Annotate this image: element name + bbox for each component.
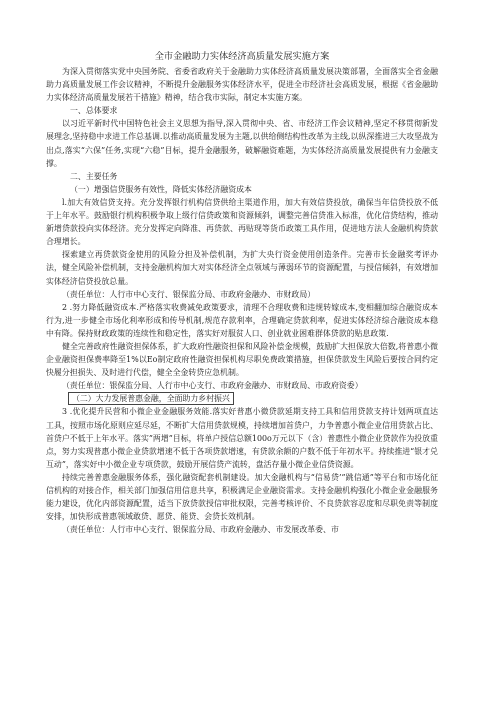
section-heading-tasks: 二、主要任务	[70, 171, 118, 181]
paragraph-guiding-principle: 以习近平新时代中国特色社会主义思想为指导,深入贯彻中央、省、市经济工作会议精神,坚定不移贯彻新发展理念,坚持稳中求进工作总基调.以推动高质量发展为主题,以供给侧结构性改革为主线,以纵深推进三大攻坚战为出点,落实“六保”任务,实现“六稳”目标，提升金融服务，破解融资难题，为实体经济高质量发展提供有力金融支撑。	[46, 119, 438, 168]
paragraph-item-3-cont: 持续完善普惠金融服务体系，强化融资配套机制建设。加大金融机构与“信易贷’”跳信通”等平台和市场化征信机构的对接合作，相关部门加强信用信息共享，积极满足企业融资需求。支持金融机构强化小微企业金融服务能力建设，优化内部资源配置，适当下放贷款授信审批权限，完善考核评价、不良贷款容忍度和尽职免责等制度安排，加快形成普惠领域敢贷、愿贷、能贷、会贷长效机制。	[46, 472, 438, 522]
subsection-heading-inclusive: （二）大力发展普惠金融，全面助力乡村振兴	[68, 392, 234, 405]
responsible-units-1: （责任单位：人行市中心支行、银保监分局、市政府金融办、市财政局）	[62, 289, 316, 299]
document-body	[46, 50, 438, 536]
paragraph-item-2: 2 .努力降低融资成本.严格落实收费减免政策要求，清理不合理收费和违规转嫁成本,变相翻加综合融资成本行为,进一步健全市场化利率形成和传导机制,规范存款利率，合理确定贷款利率，促进实体经济综合融资成本稳中有降。保持财政政策的连续性和稳定性，落实好对服贫人口、创业就业困难群体贷款的贴息政策.	[46, 302, 438, 338]
paragraph-item-1-cont: 探索建立再贷款资金使用的风险分担及补偿机制，为扩大央行资金使用创造条件。完善市长金融奖考评办法，健全风险补偿机制，支持金融机构加大对实体经济全点领域与薄弱环节的资源配置，与授信倾斜，有效增加实体经济信贷投放总量。	[46, 250, 438, 286]
subsection-heading-inclusive-row	[46, 392, 438, 405]
paragraph-intro: 为深入贯彻落实党中央国务院、省委省政府关于金融助力实体经济高质量发展决策部署，全面落实全省金融助力高质量发展工作会议精神，不断提升金融服务实体经济水平，促进全市经济社会高质发展，根据《省金融助力实体经济高质量发展若干措施》精神，结合我市实际，制定本实施方案。	[46, 67, 438, 103]
responsible-units-2: （责任单位：银保监分局、人行市中心支行、市政府金融办、市财政局、市政府资委）	[62, 381, 363, 391]
paragraph-item-3: 3 .优化提升民营和小微企业金融服务效能.落实好普惠小微贷款延期支持工具和信用贷款支持计划两项直达工具，按照市场化原则应延尽延，不断扩大信用贷款规模，持续增加首贷户，力争普惠小微企业信用贷款占比、首贷户不低于上年水平。落实”两增”目标，将单户授信总额100o万元以下（含）普惠性小微企业贷款作为投放重点，努力实现普惠小微企业贷款增速不低于各项贷款增速，有贷款余额的户数不低于年初水平。持续推进“银才兑互动”，落实好中小微企业专项贷款，鼓励开展信贷产流转，盘活存量小微企业信贷资源。	[46, 407, 438, 469]
paragraph-item-2-cont: 健全完善政府性融资担保体系，扩大政府性融资担保和风险补偿金规模，鼓励扩大担保放大倍数,将普惠小微企业融资担保费率降至1%以Eo制定政府性融资担保机构尽职免费政策措施，担保贷款发生风险后要按合同约定快履分担损失、及时进行代偿，健全全金转贷应急机制。	[46, 341, 438, 378]
section-heading-requirements: 一、总体要求	[70, 106, 118, 116]
paragraph-item-1: l.加大有效信贷支持。充分发挥银行机构信贷供给主渠道作用，加大有效信贷投放，确保当年信贷投放不低于上年水平。鼓励银行机构积极争取上级行信贷政策和资源倾斜，调整完善信贷准入标准，优化信贷结构，推动新增贷款投向实体经济。充分发挥定向降准、再贷款、再贴现等货币政策工具作用，促进地方法人金融机构贷款合理增长。	[46, 197, 438, 247]
responsible-units-3: （责任单位：人行市中心支行、银保监分局、市政府金融办、市发展改革委、市	[62, 525, 339, 535]
subsection-heading-credit: （一）增强信贷服务有效性，降低实体经济融资成本	[70, 184, 252, 194]
document-title: 全市金融助力实体经济高质量发展实施方案	[154, 51, 330, 62]
